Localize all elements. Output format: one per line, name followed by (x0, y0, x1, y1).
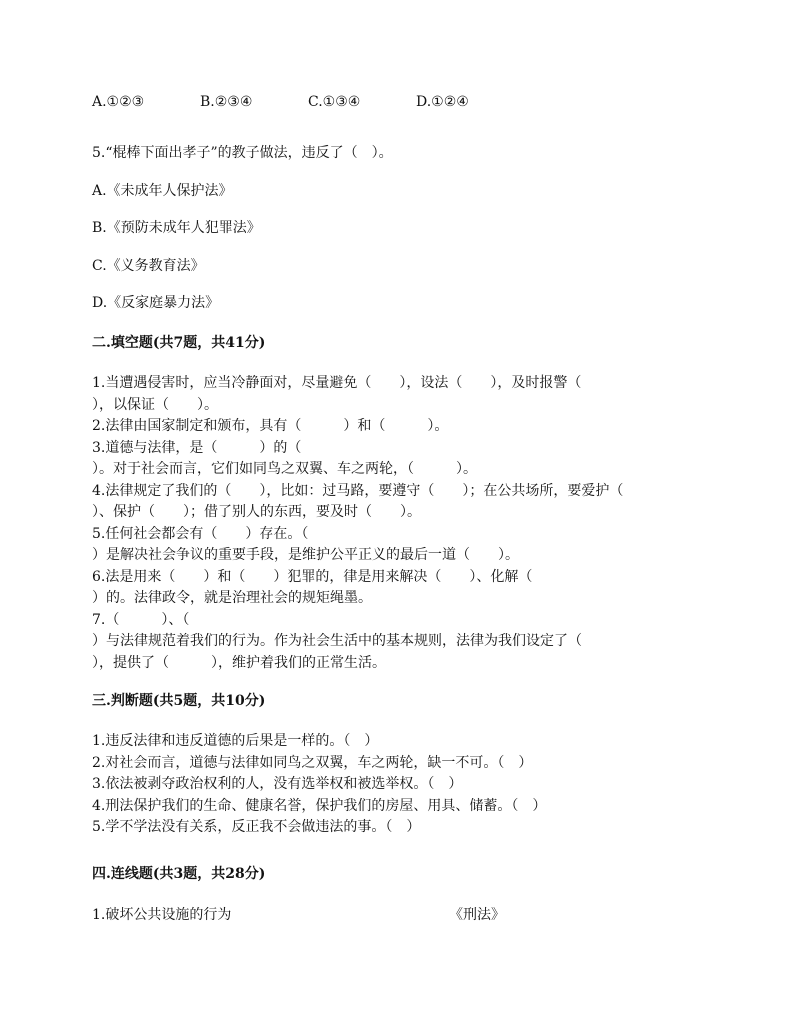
q5-choice-d: D.《反家庭暴力法》 (92, 295, 220, 311)
q5-choice-b: B.《预防未成年人犯罪法》 (92, 220, 261, 236)
fill-in-questions (92, 373, 712, 674)
true-false-line: 3.依法被剥夺政治权利的人，没有选举权和被选举权。（ ） (92, 776, 463, 792)
true-false-questions (92, 731, 712, 839)
fill-in-line: 2.法律由国家制定和颁布，具有（ ）和（ ）。 (92, 418, 449, 434)
fill-in-line: ），以保证（ ）。 (92, 396, 218, 413)
true-false-line: 4.刑法保护我们的生命、健康名誉，保护我们的房屋、用具、储蓄。（ ） (92, 797, 547, 814)
q4-option-b: B.②③④ (200, 94, 253, 110)
fill-in-line: 3.道德与法律，是（ ）的（ (92, 439, 302, 456)
q4-options (92, 94, 612, 110)
fill-in-line: 4.法律规定了我们的（ ），比如：过马路，要遵守（ ）；在公共场所，要爱护（ (92, 482, 624, 499)
true-false-line: 2.对社会而言，道德与法律如同鸟之双翼，车之两轮，缺一不可。（ ） (92, 754, 533, 771)
matching-left-item[interactable]: 1.破坏公共设施的行为 (92, 907, 232, 923)
fill-in-line: ）、保护（ ）；借了别人的东西，要及时（ ）。 (92, 504, 421, 520)
q5-choice-c: C.《义务教育法》 (92, 258, 205, 274)
fill-in-line: 5.任何社会都会有（ ）存在。（ (92, 525, 309, 542)
matching-right-item[interactable]: 《刑法》 (449, 907, 505, 923)
fill-in-line: ）。对于社会而言，它们如同鸟之双翼、车之两轮，（ ）。 (92, 461, 477, 477)
q4-option-a: A.①②③ (92, 94, 145, 110)
fill-in-line: ）与法律规范着我们的行为。作为社会生活中的基本规则，法律为我们设定了（ (92, 633, 582, 649)
section-title-fill-in: 二.填空题(共7题，共41分) (92, 335, 266, 351)
true-false-line: 1.违反法律和违反道德的后果是一样的。（ ） (92, 733, 379, 749)
fill-in-line: 1.当遭遇侵害时，应当冷静面对，尽量避免（ ），设法（ ），及时报警（ (92, 375, 582, 391)
true-false-line: 5.学不学法没有关系，反正我不会做违法的事。（ ） (92, 819, 421, 835)
fill-in-line: 7.（ ）、（ (92, 611, 190, 628)
q5-choice-a: A.《未成年人保护法》 (92, 183, 233, 199)
q4-option-d: D.①②④ (416, 94, 469, 110)
fill-in-line: ）是解决社会争议的重要手段，是维护公平正义的最后一道（ ）。 (92, 547, 519, 563)
q5-stem: 5.“棍棒下面出孝子”的教子做法，违反了（ ）。 (92, 145, 393, 161)
fill-in-line: ）的。法律政令，就是治理社会的规矩绳墨。 (92, 590, 372, 606)
fill-in-line: 6.法是用来（ ）和（ ）犯罪的，律是用来解决（ ）、化解（ (92, 568, 533, 585)
fill-in-line: ），提供了（ ），维护着我们的正常生活。 (92, 654, 386, 671)
section-title-true-false: 三.判断题(共5题，共10分) (92, 693, 266, 709)
matching-row (92, 904, 712, 924)
section-title-matching: 四.连线题(共3题，共28分) (92, 866, 266, 882)
q4-option-c: C.①③④ (308, 94, 361, 110)
